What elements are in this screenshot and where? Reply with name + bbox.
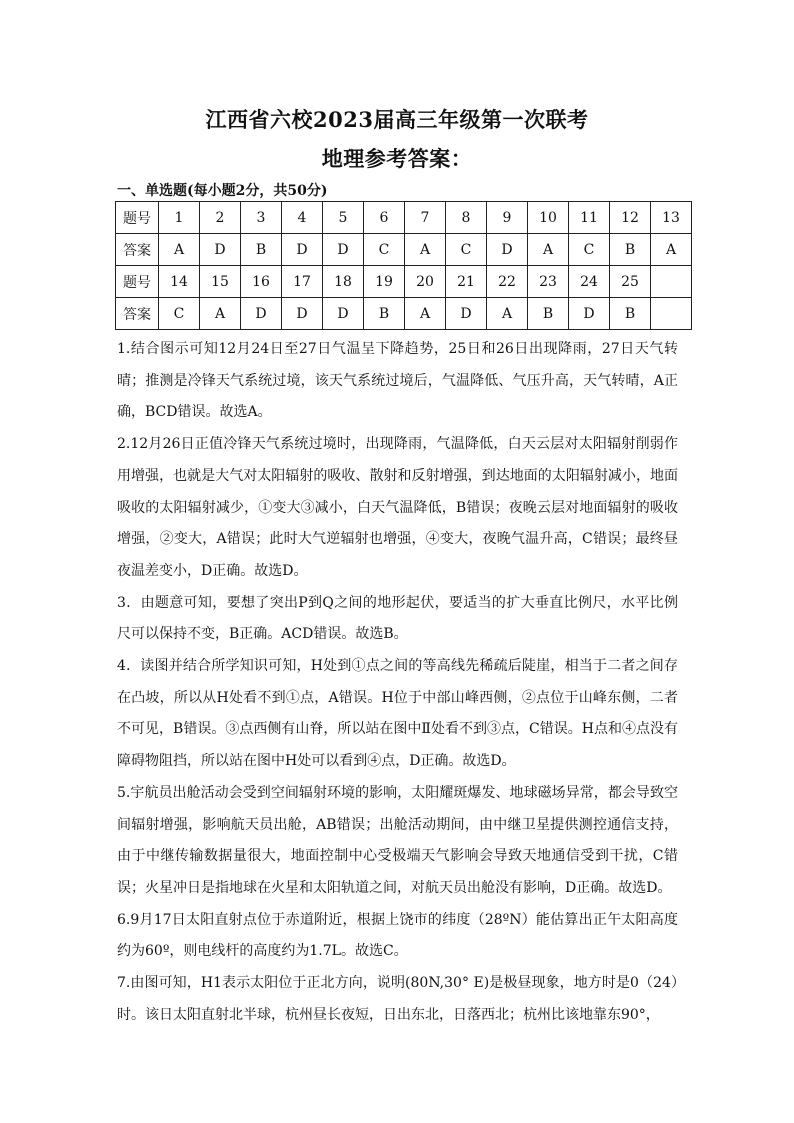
table-cell: D [282,234,323,266]
table-cell: A [405,234,446,266]
explanation-7: 7.由图可知，H1表示太阳位于正北方向，说明(80N,30° E)是极昼现象，地方时是0（24）时。该日太阳直射北半球，杭州昼长夜短，日出东北，日落西北；杭州比该地靠东90°， [117,975,678,1023]
table-cell: 21 [446,266,487,298]
table-cell: A [405,298,446,330]
table-cell: 11 [569,202,610,234]
row-label-question: 题号 [116,202,159,234]
document-title: 江西省六校2023届高三年级第一次联考 [205,107,589,132]
explanation-4: 4．读图并结合所学知识可知，H处到①点之间的等高线先稀疏后陡崖，相当于二者之间存在凸坡，所以从H处看不到①点，A错误。H位于中部山峰西侧，②点位于山峰东侧，二者不可见，B错误。③点西侧有山脊，所以站在图中Ⅱ处看不到③点，C错误。H点和④点没有障碍物阻挡，所以站在图中H处可以看到④点，D正确。故选D。 [117,658,678,770]
table-cell: 6 [364,202,405,234]
table-cell: D [323,234,364,266]
table-cell: C [364,234,405,266]
table-row [116,202,692,234]
row-label-answer: 答案 [116,234,159,266]
table-cell [651,266,692,298]
table-row [116,234,692,266]
table-cell: D [446,298,487,330]
table-cell [651,298,692,330]
table-cell: 25 [610,266,651,298]
table-cell: 4 [282,202,323,234]
table-cell: 14 [159,266,200,298]
table-cell: 12 [610,202,651,234]
table-cell: D [323,298,364,330]
table-cell: D [282,298,323,330]
table-cell: A [651,234,692,266]
table-cell: 7 [405,202,446,234]
table-cell: D [487,234,528,266]
table-row [116,266,692,298]
row-label-answer: 答案 [116,298,159,330]
table-cell: 3 [241,202,282,234]
table-cell: 9 [487,202,528,234]
table-cell: 10 [528,202,569,234]
table-cell: D [569,298,610,330]
table-cell: A [487,298,528,330]
row-label-question: 题号 [116,266,159,298]
table-cell: 5 [323,202,364,234]
table-cell: 24 [569,266,610,298]
table-cell: C [569,234,610,266]
table-cell: 15 [200,266,241,298]
explanation-5: 5.宇航员出舱活动会受到空间辐射环境的影响，太阳耀斑爆发、地球磁场异常，都会导致空间辐射增强，影响航天员出舱，AB错误；出舱活动期间，由中继卫星提供测控通信支持，由于中继传输数据量很大，地面控制中心受极端天气影响会导致天地通信受到干扰，C错误；火星冲日是指地球在火星和太阳轨道之间，对航天员出舱没有影响，D正确。故选D。 [117,784,678,896]
explanation-6: 6.9月17日太阳直射点位于赤道附近，根据上饶市的纬度（28ºN）能估算出正午太阳高度约为60º，则电线杆的高度约为1.7L。故选C。 [117,911,678,960]
table-cell: A [159,234,200,266]
table-cell: C [446,234,487,266]
table-cell: D [241,298,282,330]
table-cell: 20 [405,266,446,298]
explanations [117,334,678,1031]
table-cell: D [200,234,241,266]
table-cell: 16 [241,266,282,298]
table-cell: 17 [282,266,323,298]
table-cell: 8 [446,202,487,234]
explanation-1: 1.结合图示可知12月24日至27日气温呈下降趋势，25日和26日出现降雨，27日天气转晴；推测是冷锋天气系统过境，该天气系统过境后，气温降低、气压升高，天气转晴，A正确，BCD错误。故选A。 [117,341,678,421]
table-cell: A [200,298,241,330]
document-subtitle: 地理参考答案： [321,146,473,171]
table-cell: B [528,298,569,330]
table-cell: 22 [487,266,528,298]
answer-table [115,201,692,330]
table-cell: B [241,234,282,266]
table-cell: 13 [651,202,692,234]
table-cell: B [610,298,651,330]
table-cell: C [159,298,200,330]
table-cell: B [610,234,651,266]
table-row [116,298,692,330]
table-cell: A [528,234,569,266]
table-cell: 1 [159,202,200,234]
table-cell: 18 [323,266,364,298]
table-cell: 23 [528,266,569,298]
explanation-2: 2.12月26日正值冷锋天气系统过境时，出现降雨，气温降低，白天云层对太阳辐射削弱作用增强，也就是大气对太阳辐射的吸收、散射和反射增强，到达地面的太阳辐射减小，地面吸收的太阳辐射减少，①变大③减小，白天气温降低，B错误；夜晚云层对地面辐射的吸收增强，②变大，A错误；此时大气逆辐射也增强，④变大，夜晚气温升高，C错误；最终昼夜温差变小，D正确。故选D。 [117,436,678,579]
table-cell: 19 [364,266,405,298]
section-heading: 一、单选题(每小题2分，共50分) [117,183,328,199]
table-cell: B [364,298,405,330]
table-cell: 2 [200,202,241,234]
explanation-3: 3．由题意可知，要想了突出P到Q之间的地形起伏，要适当的扩大垂直比例尺，水平比例尺可以保持不变，B正确。ACD错误。故选B。 [117,594,678,643]
